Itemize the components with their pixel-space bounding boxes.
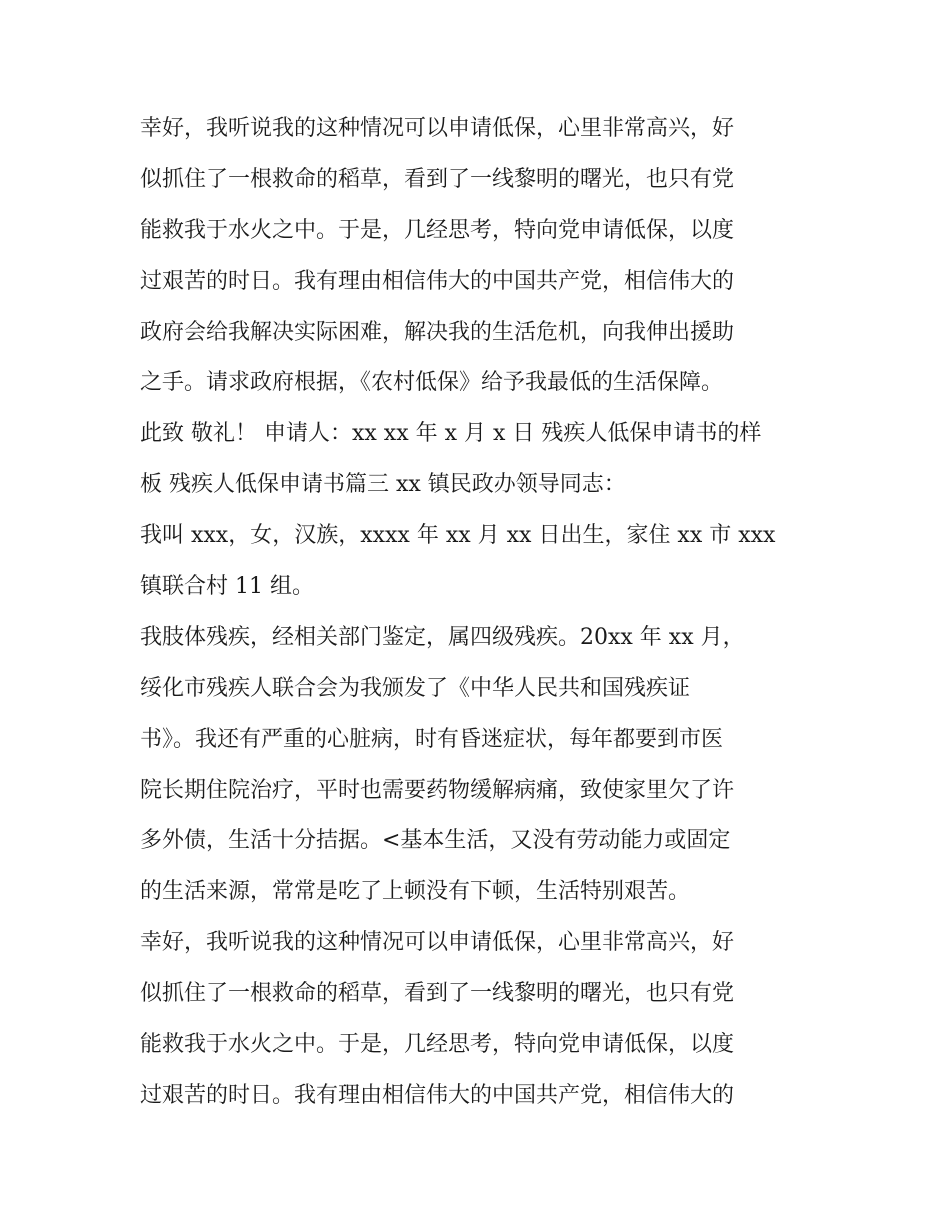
text-line: 能救我于水火之中。于是，几经思考，特向党申请低保，以度: [140, 1032, 735, 1058]
text-line: 我肢体残疾，经相关部门鉴定，属四级残疾。20xx 年 xx 月，: [140, 624, 745, 650]
text-line: 的生活来源，常常是吃了上顿没有下顿，生活特别艰苦。: [140, 879, 691, 905]
text-line: 过艰苦的时日。我有理由相信伟大的中国共产党，相信伟大的: [140, 268, 735, 294]
text-line: 似抓住了一根救命的稻草，看到了一线黎明的曙光，也只有党: [140, 166, 735, 192]
text-line: 幸好，我听说我的这种情况可以申请低保，心里非常高兴，好: [140, 930, 735, 956]
text-line: 多外债，生活十分拮据。<基本生活，又没有劳动能力或固定: [140, 828, 731, 854]
text-line: 书》。我还有严重的心脏病，时有昏迷症状，每年都要到市医: [140, 726, 724, 752]
text-line: 政府会给我解决实际困难，解决我的生活危机，向我伸出援助: [140, 319, 735, 345]
text-line: 似抓住了一根救命的稻草，看到了一线黎明的曙光，也只有党: [140, 981, 735, 1007]
document-body: [140, 104, 830, 1122]
text-line: 板 残疾人低保申请书篇三 xx 镇民政办领导同志：: [140, 472, 626, 498]
text-line: 此致 敬礼！ 申请人：xx xx 年 x 月 x 日 残疾人低保申请书的样: [140, 421, 762, 447]
text-line: 之手。请求政府根据，《农村低保》给予我最低的生活保障。: [140, 370, 724, 396]
text-line: 能救我于水火之中。于是，几经思考，特向党申请低保，以度: [140, 217, 735, 243]
text-line: 镇联合村 11 组。: [140, 574, 314, 600]
text-line: 我叫 xxx，女，汉族，xxxx 年 xx 月 xx 日出生，家住 xx 市 xxx: [140, 523, 776, 549]
text-line: 过艰苦的时日。我有理由相信伟大的中国共产党，相信伟大的: [140, 1082, 735, 1108]
text-line: 幸好，我听说我的这种情况可以申请低保，心里非常高兴，好: [140, 116, 735, 141]
text-line: 绥化市残疾人联合会为我颁发了《中华人民共和国残疾证: [140, 675, 691, 701]
text-line: 院长期住院治疗，平时也需要药物缓解病痛，致使家里欠了许: [140, 777, 735, 803]
